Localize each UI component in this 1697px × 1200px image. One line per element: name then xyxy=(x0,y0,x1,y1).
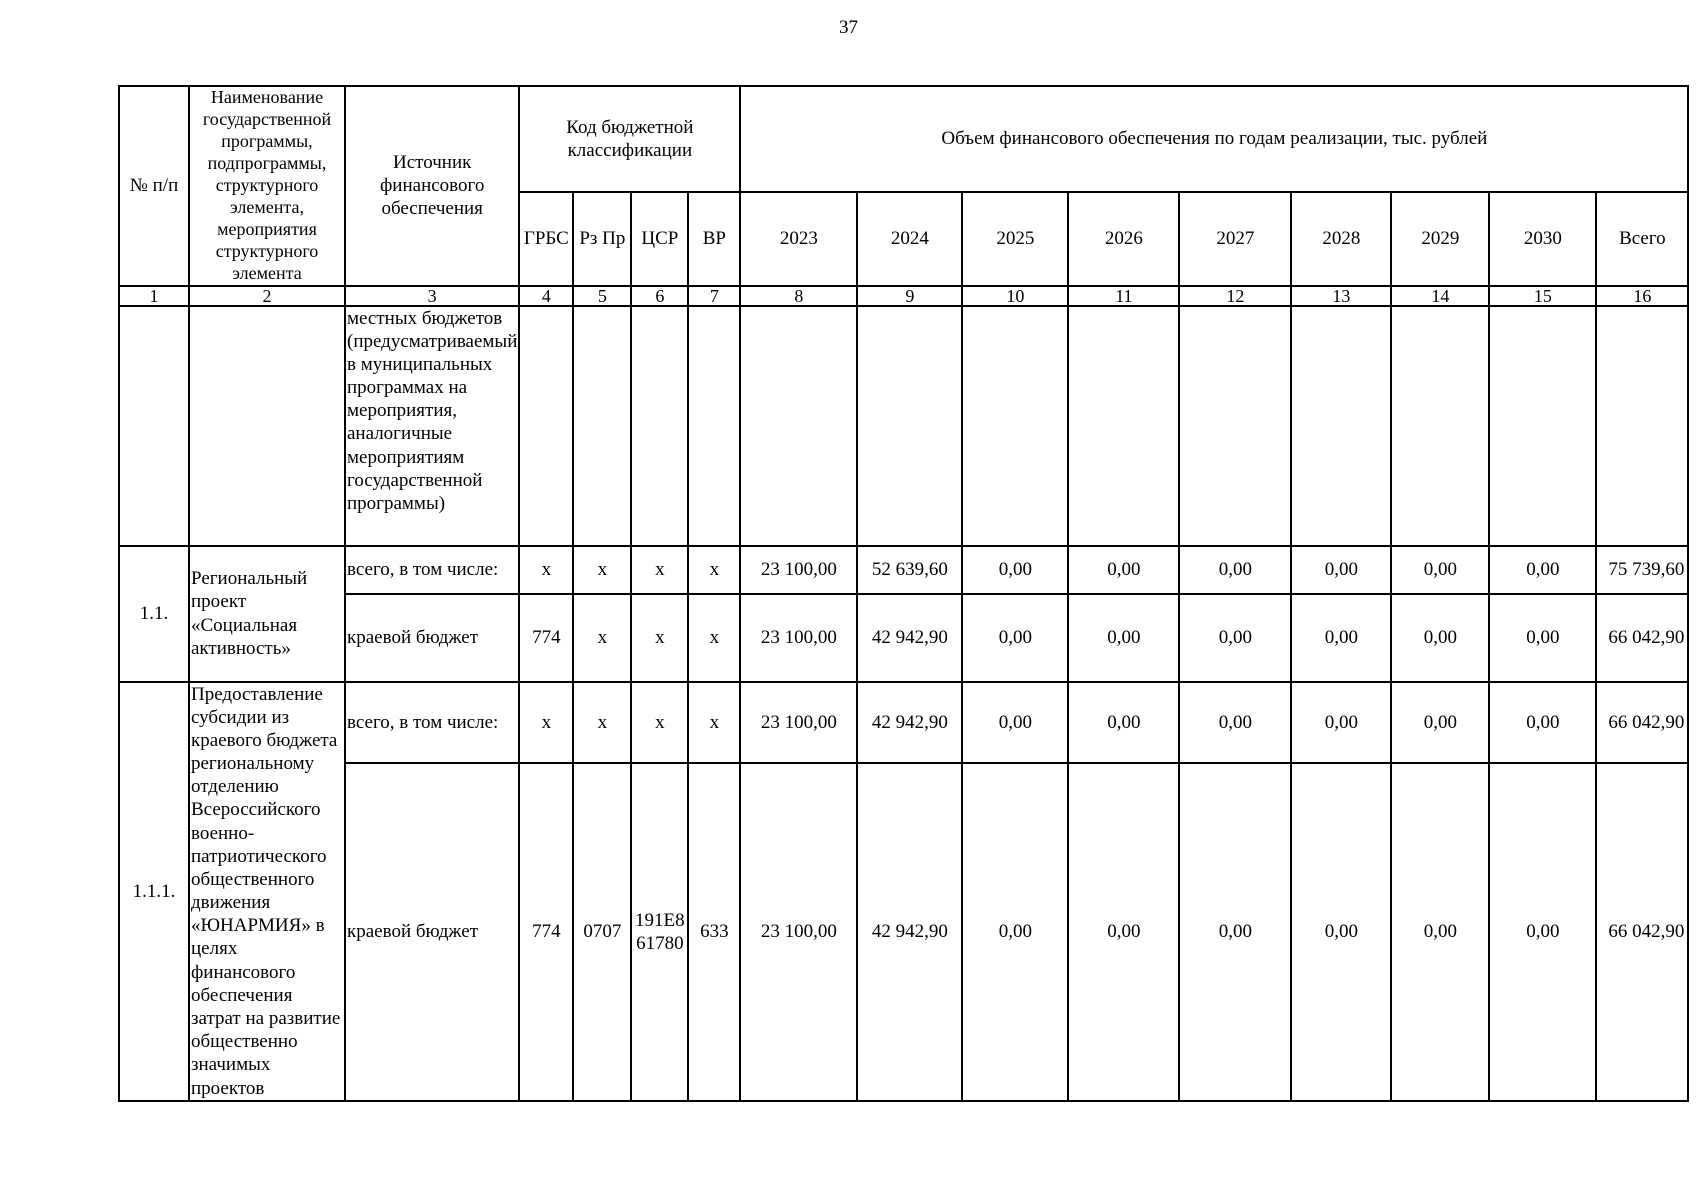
value-2026: 0,00 xyxy=(1068,682,1179,763)
cell-empty xyxy=(1068,306,1179,546)
continuation-row xyxy=(119,306,1688,546)
column-number: 14 xyxy=(1391,286,1489,306)
value-2027: 0,00 xyxy=(1179,763,1291,1101)
column-number: 10 xyxy=(962,286,1068,306)
header-name: Наименование государственной программы, подпрограммы, структурного элемента, мероприятия структурного элемента xyxy=(189,86,345,286)
continuation-source: местных бюджетов (предусматриваемый в муниципальных программах на мероприятия, аналогичные мероприятиям государственной программы) xyxy=(345,306,519,546)
finance-table xyxy=(118,85,1689,1102)
value-2027: 0,00 xyxy=(1179,682,1291,763)
column-number: 16 xyxy=(1596,286,1688,306)
cell-empty xyxy=(519,306,573,546)
row-number: 1.1.1. xyxy=(119,682,189,1101)
header-year-2030: 2030 xyxy=(1489,192,1596,286)
value-2030: 0,00 xyxy=(1489,594,1596,682)
value-2023: 23 100,00 xyxy=(740,594,857,682)
value-2029: 0,00 xyxy=(1391,546,1489,594)
row-rzpr: 0707 xyxy=(573,763,631,1101)
value-2030: 0,00 xyxy=(1489,682,1596,763)
row-vr: х xyxy=(688,546,740,594)
row-vr: х xyxy=(688,682,740,763)
column-number: 5 xyxy=(573,286,631,306)
cell-empty xyxy=(1391,306,1489,546)
header-year-2026: 2026 xyxy=(1068,192,1179,286)
cell-empty xyxy=(740,306,857,546)
cell-empty xyxy=(189,306,345,546)
row-csr: х xyxy=(631,594,688,682)
column-number: 13 xyxy=(1291,286,1391,306)
row-grbs: х xyxy=(519,682,573,763)
value-2030: 0,00 xyxy=(1489,763,1596,1101)
value-2024: 52 639,60 xyxy=(857,546,962,594)
column-number: 11 xyxy=(1068,286,1179,306)
value-total: 66 042,90 xyxy=(1596,594,1688,682)
column-number: 7 xyxy=(688,286,740,306)
row-source: всего, в том числе: xyxy=(345,546,519,594)
value-2024: 42 942,90 xyxy=(857,763,962,1101)
cell-empty xyxy=(573,306,631,546)
value-2023: 23 100,00 xyxy=(740,763,857,1101)
column-number: 8 xyxy=(740,286,857,306)
row-source: краевой бюджет xyxy=(345,594,519,682)
header-year-2023: 2023 xyxy=(740,192,857,286)
header-budget-code: Код бюджетной классификации xyxy=(519,86,740,192)
cell-empty xyxy=(857,306,962,546)
value-2025: 0,00 xyxy=(962,594,1068,682)
value-2023: 23 100,00 xyxy=(740,682,857,763)
header-year-2025: 2025 xyxy=(962,192,1068,286)
cell-empty xyxy=(688,306,740,546)
column-number: 3 xyxy=(345,286,519,306)
header-source: Источник финансового обеспечения xyxy=(345,86,519,286)
header-financing-volume: Объем финансового обеспечения по годам реализации, тыс. рублей xyxy=(740,86,1688,192)
value-2028: 0,00 xyxy=(1291,682,1391,763)
header-csr: ЦСР xyxy=(631,192,688,286)
value-2028: 0,00 xyxy=(1291,594,1391,682)
column-number: 6 xyxy=(631,286,688,306)
row-vr: х xyxy=(688,594,740,682)
header-rzpr: Рз Пр xyxy=(573,192,631,286)
value-2024: 42 942,90 xyxy=(857,682,962,763)
table-row xyxy=(119,763,1688,1101)
value-2029: 0,00 xyxy=(1391,682,1489,763)
row-source: всего, в том числе: xyxy=(345,682,519,763)
value-total: 66 042,90 xyxy=(1596,763,1688,1101)
column-number: 4 xyxy=(519,286,573,306)
value-2026: 0,00 xyxy=(1068,594,1179,682)
cell-empty xyxy=(1179,306,1291,546)
column-number: 1 xyxy=(119,286,189,306)
value-2023: 23 100,00 xyxy=(740,546,857,594)
row-vr: 633 xyxy=(688,763,740,1101)
cell-empty xyxy=(631,306,688,546)
column-number: 2 xyxy=(189,286,345,306)
value-2030: 0,00 xyxy=(1489,546,1596,594)
value-2024: 42 942,90 xyxy=(857,594,962,682)
value-total: 75 739,60 xyxy=(1596,546,1688,594)
header-total: Всего xyxy=(1596,192,1688,286)
value-2026: 0,00 xyxy=(1068,546,1179,594)
header-no: № п/п xyxy=(119,86,189,286)
value-2027: 0,00 xyxy=(1179,546,1291,594)
value-total: 66 042,90 xyxy=(1596,682,1688,763)
row-name: Региональный проект «Социальная активность» xyxy=(189,546,345,682)
row-source: краевой бюджет xyxy=(345,763,519,1101)
value-2026: 0,00 xyxy=(1068,763,1179,1101)
page-number: 37 xyxy=(839,17,858,38)
header-year-2028: 2028 xyxy=(1291,192,1391,286)
header-year-2024: 2024 xyxy=(857,192,962,286)
value-2027: 0,00 xyxy=(1179,594,1291,682)
cell-empty xyxy=(1596,306,1688,546)
header-year-2027: 2027 xyxy=(1179,192,1291,286)
row-csr: х xyxy=(631,546,688,594)
cell-empty xyxy=(1489,306,1596,546)
row-grbs: 774 xyxy=(519,763,573,1101)
table-row xyxy=(119,594,1688,682)
header-year-2029: 2029 xyxy=(1391,192,1489,286)
value-2029: 0,00 xyxy=(1391,763,1489,1101)
table-row xyxy=(119,682,1688,763)
row-number: 1.1. xyxy=(119,546,189,682)
header-grbs: ГРБС xyxy=(519,192,573,286)
cell-empty xyxy=(962,306,1068,546)
value-2025: 0,00 xyxy=(962,682,1068,763)
value-2029: 0,00 xyxy=(1391,594,1489,682)
row-grbs: 774 xyxy=(519,594,573,682)
column-number: 12 xyxy=(1179,286,1291,306)
value-2028: 0,00 xyxy=(1291,763,1391,1101)
value-2025: 0,00 xyxy=(962,763,1068,1101)
table-row xyxy=(119,546,1688,594)
cell-empty xyxy=(119,306,189,546)
column-number: 9 xyxy=(857,286,962,306)
cell-empty xyxy=(1291,306,1391,546)
row-name: Предоставление субсидии из краевого бюджета региональному отделению Всероссийского военно-патриотического общественного движения «ЮНАРМИЯ» в целях финансового обеспечения затрат на развитие общественно значимых проектов xyxy=(189,682,345,1101)
row-rzpr: х xyxy=(573,594,631,682)
row-csr: х xyxy=(631,682,688,763)
header-vr: ВР xyxy=(688,192,740,286)
row-grbs: х xyxy=(519,546,573,594)
row-rzpr: х xyxy=(573,682,631,763)
row-csr: 191Е8 61780 xyxy=(631,763,688,1101)
column-number: 15 xyxy=(1489,286,1596,306)
row-rzpr: х xyxy=(573,546,631,594)
value-2028: 0,00 xyxy=(1291,546,1391,594)
value-2025: 0,00 xyxy=(962,546,1068,594)
